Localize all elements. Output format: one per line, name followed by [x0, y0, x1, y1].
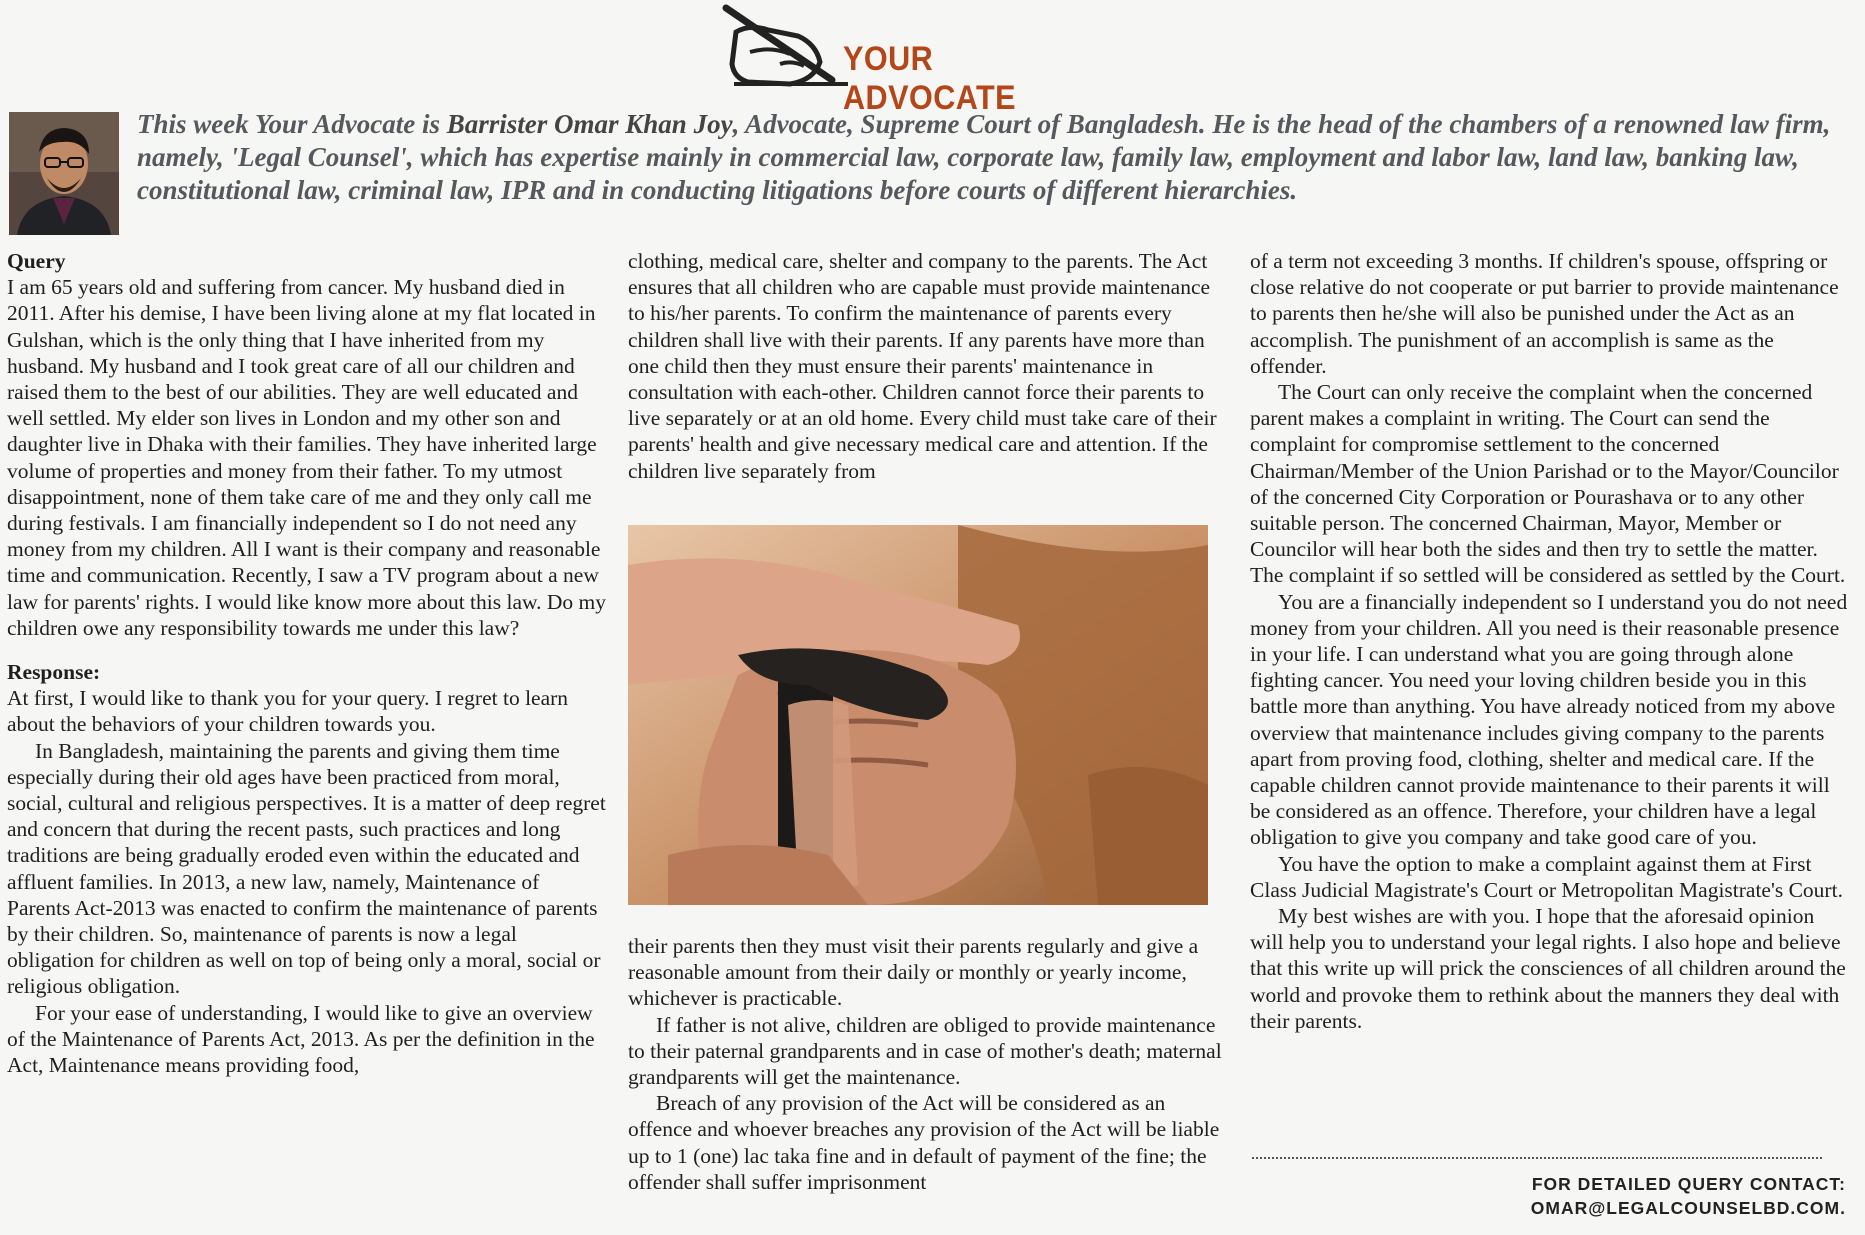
- masthead: [720, 2, 1120, 117]
- article-paragraph: their parents then they must visit their parents regularly and give a reasonable amount from their daily or monthly or yearly income, whichever is practicable.: [628, 934, 1199, 1011]
- article-paragraph: of a term not exceeding 3 months. If children's spouse, offspring or close relative do not cooperate or put barrier to provide maintenance to parents then he/she will also be punished under the Act as an accomplish. The punishment of an accomplish is same as the offender.: [1250, 249, 1839, 378]
- article-paragraph: You have the option to make a complaint against them at First Class Judicial Magistrate's Court or Metropolitan Magistrate's Court.: [1250, 851, 1843, 902]
- column-2-top: [628, 248, 1228, 484]
- response-paragraph: In Bangladesh, maintaining the parents and giving them time especially during their old ages have been practiced from moral, social, cultural and religious perspectives. It is a matter of deep regret and concern that during the recent pasts, such practices and long traditions are being gradually eroded even within the educated and affluent families. In 2013, a new law, namely, Maintenance of Parents Act-2013 was enacted to confirm the maintenance of parents by their children. So, maintenance of parents is now a legal obligation for children as well on top of being only a moral, social or religious obligation.: [7, 738, 606, 999]
- response-heading: Response:: [7, 660, 101, 685]
- column-3: [1250, 248, 1850, 1034]
- pen-hand-icon: [720, 2, 850, 92]
- section-title: YOUR ADVOCATE: [843, 40, 1017, 117]
- intro-rest: , Advocate, Supreme Court of Bangladesh. He is the head of the chambers of a renowned law firm, namely, 'Legal Counsel', which has expertise mainly in commercial law, corporate law, family law, employment and labor law, land law, banking law, constitutional law, criminal law, IPR and in conducting litigations before courts of different hierarchies.: [137, 109, 1831, 205]
- article-paragraph: Breach of any provision of the Act will be considered as an offence and whoever breaches any provision of the Act will be liable up to 1 (one) lac taka fine and in default of payment of the fine; the offender shall suffer imprisonment: [628, 1091, 1220, 1194]
- query-text: I am 65 years old and suffering from cancer. My husband died in 2011. After his demise, I have been living alone at my flat located in Gulshan, which is the only thing that I have inherited from my husband. My husband and I took great care of all our children and raised them to the best of our abilities. They are well educated and well settled. My elder son lives in London and my other son and daughter live in Dhaka with their families. They have inherited large volume of properties and money from their father. To my utmost disappointment, none of them take care of me and they only call me during festivals. I am financially independent so I do not need any money from my children. All I want is their company and reasonable time and communication. Recently, I saw a TV program about a new law for parents' rights. I would like know more about this law. Do my children owe any responsibility towards me under this law?: [7, 275, 606, 640]
- hands-on-cane-illustration: [628, 525, 1208, 905]
- author-photo: [9, 112, 119, 235]
- author-name: Barrister Omar Khan Joy: [446, 109, 733, 139]
- article-paragraph: You are a financially independent so I understand you do not need money from your children. All you need is their reasonable presence in your life. I can understand what you are going through alone fighting cancer. You need your loving children beside you in this battle more than anything. You have already noticed from my above overview that maintenance includes giving company to the parents apart from proving food, clothing, shelter and medical care. If the capable children cannot provide maintenance to their parents it will be considered as an offence. Therefore, your children have a legal obligation to give you company and take good care of you.: [1250, 589, 1848, 850]
- intro-lead: This week Your Advocate is: [137, 109, 447, 139]
- divider: [1252, 1157, 1822, 1159]
- contact-email[interactable]: OMAR@LEGALCOUNSELBD.COM.: [1530, 1198, 1846, 1218]
- article-paragraph: clothing, medical care, shelter and company to the parents. The Act ensures that all children who are capable must provide maintenance to his/her parents. To confirm the maintenance of parents every children shall live with their parents. If any parents have more than one child then they must ensure their parents' maintenance in consultation with each-other. Children cannot force their parents to live separately or at an old home. Every child must take care of their parents' health and give necessary medical care and attention. If the children live separately from: [628, 249, 1217, 483]
- column-2-bottom: [628, 933, 1228, 1195]
- response-paragraph: At first, I would like to thank you for your query. I regret to learn about the behaviors of your children towards you.: [7, 686, 569, 737]
- article-paragraph: The Court can only receive the complaint when the concerned parent makes a complaint in writing. The Court can send the complaint for compromise settlement to the concerned Chairman/Member of the Union Parishad or to the Mayor/Councilor of the concerned City Corporation or Pourashava or to any other suitable person. The concerned Chairman, Mayor, Member or Councilor will hear both the sides and then try to settle the matter. The complaint if so settled will be considered as settled by the Court.: [1250, 380, 1846, 588]
- response-paragraph: For your ease of understanding, I would like to give an overview of the Maintenance of Parents Act, 2013. As per the definition in the Act, Maintenance means providing food,: [7, 1000, 595, 1078]
- query-heading: Query: [7, 249, 66, 273]
- article-photo: [628, 525, 1208, 905]
- article-paragraph: If father is not alive, children are obliged to provide maintenance to their paternal grandparents and in case of mother's death; maternal grandparents will get the maintenance.: [628, 1012, 1222, 1090]
- author-portrait-icon: [9, 112, 119, 235]
- contact-label: FOR DETAILED QUERY CONTACT:: [1531, 1174, 1846, 1194]
- column-1: [7, 248, 607, 1078]
- contact-block: [1531, 1172, 1846, 1220]
- article-paragraph: My best wishes are with you. I hope that the aforesaid opinion will help you to understand your legal rights. I also hope and believe that this write up will prick the consciences of all children around the world and provoke them to rethink about the manners they deal with their parents.: [1250, 904, 1846, 1033]
- author-intro: [137, 108, 1837, 207]
